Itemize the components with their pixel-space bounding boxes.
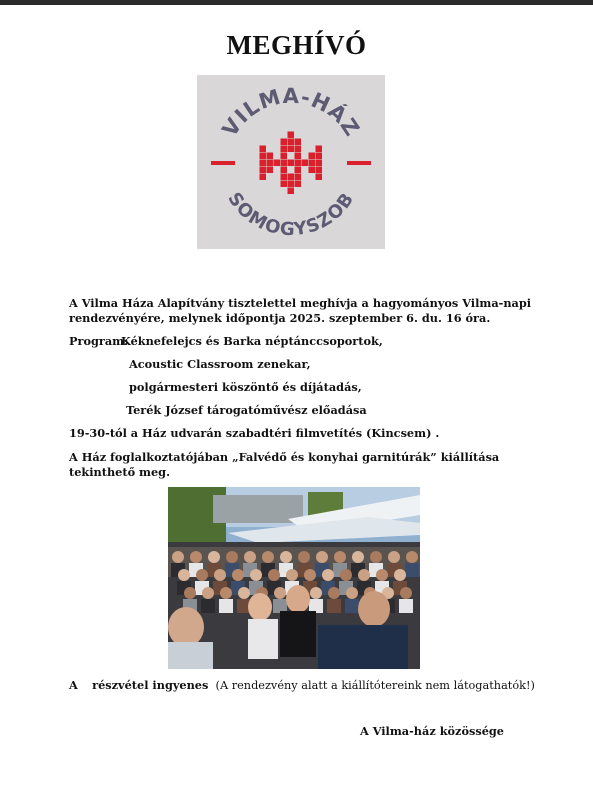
logo-bottom-text: SOMOGYSZOB <box>223 188 359 241</box>
free-prefix: A <box>69 678 78 692</box>
logo-top-text: VILMA-HÁZ <box>217 83 365 141</box>
top-bar <box>0 0 593 5</box>
signature: A Vilma-ház közössége <box>360 724 504 738</box>
program-item: Terék József tárogatóművész előadása <box>126 403 367 417</box>
free-entry-text: részvétel ingyenes <box>92 678 209 692</box>
exhibition-note: (A rendezvény alatt a kiállítótereink nem látogathatók!) <box>215 679 535 692</box>
exhibition-line-2: tekinthető meg. <box>69 465 171 479</box>
program-item: polgármesteri köszöntő és díjátadás, <box>129 380 362 394</box>
footer-line <box>69 678 535 692</box>
intro-line-1: A Vilma Háza Alapítvány tisztelettel meghívja a hagyományos Vilma-napi <box>69 296 532 310</box>
program-item: Acoustic Classroom zenekar, <box>129 357 311 371</box>
film-line: 19-30-tól a Ház udvarán szabadtéri filmvetítés (Kincsem) . <box>69 426 440 440</box>
page-title: MEGHÍVÓ <box>226 30 367 60</box>
intro-line-2: rendezvényére, melynek időpontja 2025. szeptember 6. du. 16 óra. <box>69 311 491 325</box>
exhibition-line-1: A Ház foglalkoztatójában „Falvédő és konyhai garnitúrák” kiállítása <box>69 450 500 464</box>
program-label: Program: <box>69 334 129 348</box>
program-item: Kéknefelejcs és Barka néptánccsoportok, <box>121 334 383 348</box>
vilma-haz-logo <box>197 75 385 249</box>
event-photo <box>168 487 420 669</box>
